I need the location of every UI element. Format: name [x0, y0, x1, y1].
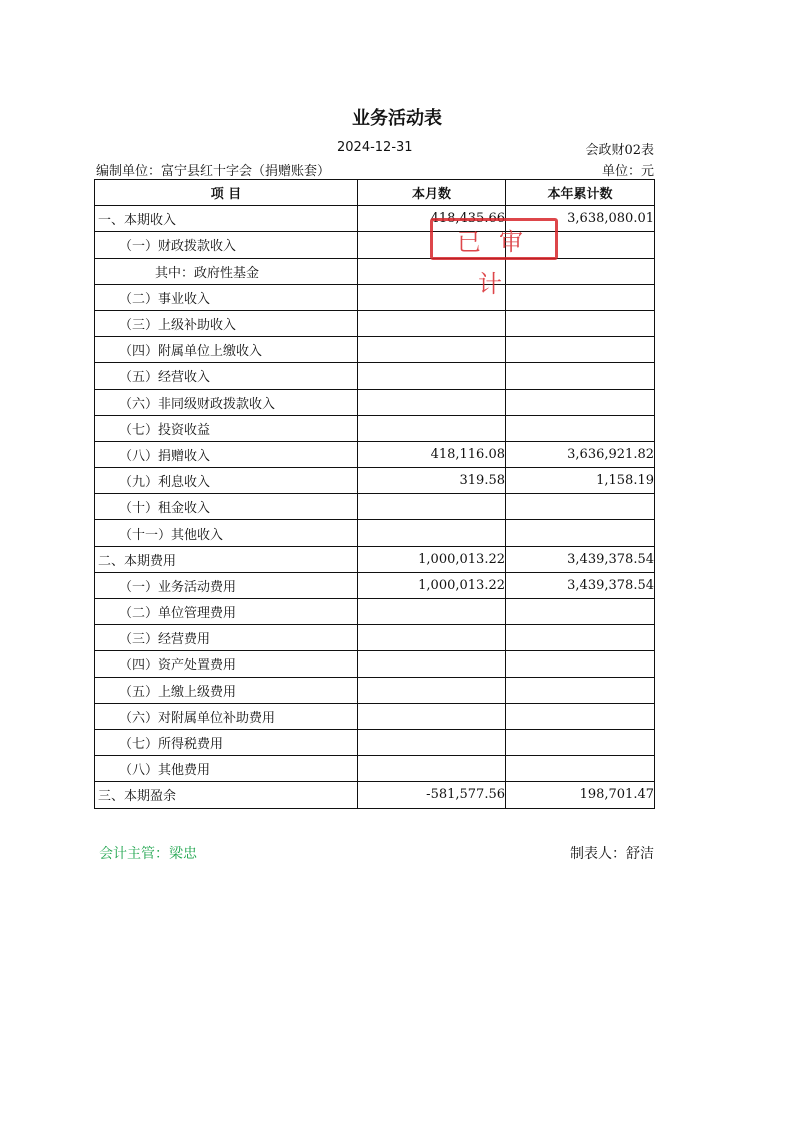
row-year-value: [506, 363, 655, 389]
row-item-label: （六）非同级财政拨款收入: [95, 389, 358, 415]
row-item-label: 三、本期盈余: [95, 782, 358, 808]
currency-unit: 单位：元: [601, 164, 654, 179]
row-item-label: （八）捐赠收入: [95, 441, 358, 467]
row-item-label: （二）单位管理费用: [95, 599, 358, 625]
row-item-label: （七）投资收益: [95, 415, 358, 441]
row-year-value: [506, 625, 655, 651]
row-year-value: 198,701.47: [506, 782, 655, 808]
row-year-value: [506, 415, 655, 441]
row-month-value: 1,000,013.22: [358, 546, 506, 572]
row-month-value: -581,577.56: [358, 782, 506, 808]
row-month-value: [358, 729, 506, 755]
table-row: [95, 677, 655, 703]
row-item-label: （二）事业收入: [95, 284, 358, 310]
table-row: [95, 363, 655, 389]
row-item-label: （四）附属单位上缴收入: [95, 337, 358, 363]
form-number: 会政财02表: [585, 143, 654, 158]
row-year-value: [506, 389, 655, 415]
audited-stamp: 已审计: [430, 218, 558, 260]
row-year-value: [506, 337, 655, 363]
row-year-value: [506, 677, 655, 703]
row-year-value: [506, 310, 655, 336]
row-month-value: [358, 337, 506, 363]
row-year-value: [506, 599, 655, 625]
report-date: 2024-12-31: [337, 140, 413, 155]
row-item-label: 二、本期费用: [95, 546, 358, 572]
row-item-label: （一）业务活动费用: [95, 572, 358, 598]
row-month-value: [358, 625, 506, 651]
row-year-value: [506, 494, 655, 520]
row-item-label: （七）所得税费用: [95, 729, 358, 755]
table-row: [95, 782, 655, 808]
row-item-label: （三）上级补助收入: [95, 310, 358, 336]
table-row: [95, 232, 655, 258]
report-preparer: 制表人：舒洁: [570, 846, 654, 862]
table-row: [95, 206, 655, 232]
table-row: [95, 651, 655, 677]
row-item-label: （五）上缴上级费用: [95, 677, 358, 703]
table-row: [95, 756, 655, 782]
header-year: 本年累计数: [506, 180, 655, 206]
table-row: [95, 468, 655, 494]
row-item-label: （八）其他费用: [95, 756, 358, 782]
row-year-value: 3,636,921.82: [506, 441, 655, 467]
row-item-label: （十一）其他收入: [95, 520, 358, 546]
row-month-value: 1,000,013.22: [358, 572, 506, 598]
table-row: [95, 546, 655, 572]
row-month-value: [358, 310, 506, 336]
table-row: [95, 337, 655, 363]
row-month-value: 418,116.08: [358, 441, 506, 467]
activity-table: [94, 179, 655, 809]
compiling-unit: 编制单位：富宁县红十字会（捐赠账套）: [96, 164, 331, 179]
row-year-value: 3,638,080.01: [506, 206, 655, 232]
table-row: [95, 258, 655, 284]
table-row: [95, 572, 655, 598]
header-item: 项 目: [95, 180, 358, 206]
table-header-row: [95, 180, 655, 206]
row-month-value: [358, 703, 506, 729]
row-year-value: [506, 729, 655, 755]
table-row: [95, 389, 655, 415]
table-row: [95, 599, 655, 625]
row-item-label: （一）财政拨款收入: [95, 232, 358, 258]
row-month-value: [358, 415, 506, 441]
table-row: [95, 415, 655, 441]
table-row: [95, 625, 655, 651]
table-row: [95, 494, 655, 520]
row-year-value: 3,439,378.54: [506, 572, 655, 598]
row-month-value: [358, 756, 506, 782]
row-year-value: 1,158.19: [506, 468, 655, 494]
row-month-value: [358, 651, 506, 677]
row-item-label: （十）租金收入: [95, 494, 358, 520]
row-year-value: [506, 703, 655, 729]
row-item-label: （四）资产处置费用: [95, 651, 358, 677]
header-month: 本月数: [358, 180, 506, 206]
row-month-value: [358, 520, 506, 546]
row-month-value: 319.58: [358, 468, 506, 494]
row-month-value: [358, 363, 506, 389]
row-year-value: 3,439,378.54: [506, 546, 655, 572]
row-item-label: （九）利息收入: [95, 468, 358, 494]
row-month-value: [358, 599, 506, 625]
row-year-value: [506, 520, 655, 546]
row-year-value: [506, 756, 655, 782]
table-row: [95, 441, 655, 467]
table-row: [95, 520, 655, 546]
row-item-label: （六）对附属单位补助费用: [95, 703, 358, 729]
table-row: [95, 703, 655, 729]
row-month-value: [358, 494, 506, 520]
row-item-label: （五）经营收入: [95, 363, 358, 389]
report-title: 业务活动表: [352, 108, 442, 129]
table-row: [95, 284, 655, 310]
row-month-value: [358, 677, 506, 703]
row-month-value: 418,435.66: [358, 206, 506, 232]
row-item-label: 一、本期收入: [95, 206, 358, 232]
row-item-label: 其中：政府性基金: [95, 258, 358, 284]
table-row: [95, 729, 655, 755]
row-item-label: （三）经营费用: [95, 625, 358, 651]
table-row: [95, 310, 655, 336]
row-month-value: [358, 389, 506, 415]
row-year-value: [506, 651, 655, 677]
accountant-supervisor: 会计主管：梁忠: [99, 846, 197, 862]
row-year-value: [506, 284, 655, 310]
